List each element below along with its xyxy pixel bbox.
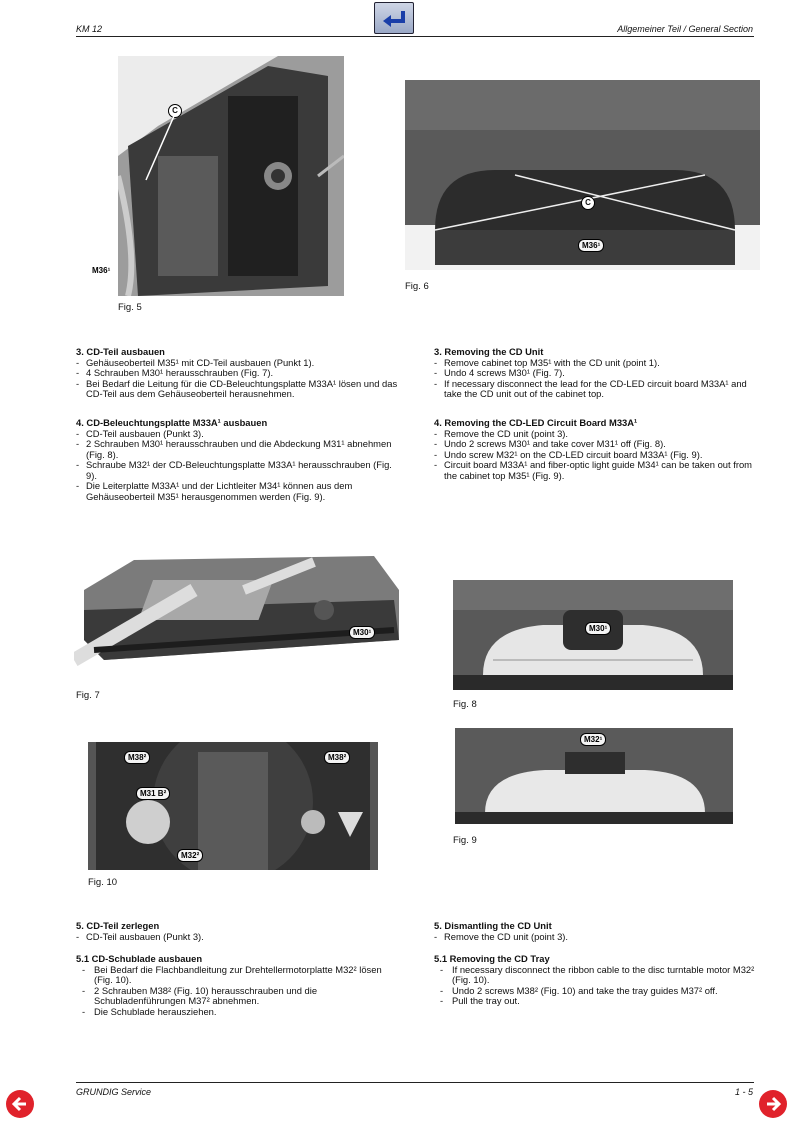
section-de5-title: 5. CD-Teil zerlegen: [76, 920, 160, 931]
section-en4-title: 4. Removing the CD-LED Circuit Board M33A¹: [434, 417, 638, 428]
section-en3: [434, 347, 756, 400]
footer-right: 1 - 5: [734, 1087, 753, 1097]
section-de3-title: 3. CD-Teil ausbauen: [76, 346, 165, 357]
fig7-photo: [74, 550, 404, 676]
fig6-caption: Fig. 6: [405, 281, 429, 292]
section-en4: [434, 418, 756, 481]
footer-left: GRUNDIG Service: [76, 1087, 152, 1097]
list-item: - Die Schublade herausziehen.: [76, 1007, 396, 1018]
prev-page-icon: [10, 1094, 30, 1114]
list-item: - Remove the CD unit (point 3).: [434, 932, 756, 943]
section-de5: [76, 921, 398, 942]
fig10-label-m32: M32²: [177, 849, 203, 862]
list-item: - Schraube M32¹ der CD-Beleuchtungsplatte M33A¹ herausschrauben (Fig. 9).: [76, 460, 398, 481]
list-item: - Bei Bedarf die Flachbandleitung zur Drehtellermotorplatte M32² lösen (Fig. 10).: [76, 965, 396, 986]
list-item: - Remove the CD unit (point 3).: [434, 429, 756, 440]
prev-page-button[interactable]: [6, 1090, 34, 1118]
fig8-caption: Fig. 8: [453, 699, 477, 710]
list-item: - If necessary disconnect the lead for the CD-LED circuit board M33A¹ and take the CD unit out of the cabinet top.: [434, 379, 756, 400]
fig8-photo: [453, 580, 733, 690]
list-item: - Undo 4 screws M30¹ (Fig. 7).: [434, 368, 756, 379]
list-item: - Circuit board M33A¹ and fiber-optic light guide M34¹ can be taken out from the cabinet top M35¹ (Fig. 9).: [434, 460, 756, 481]
list-item: - CD-Teil ausbauen (Punkt 3).: [76, 932, 398, 943]
list-item: - Remove cabinet top M35¹ with the CD unit (point 1).: [434, 358, 756, 369]
next-page-icon: [763, 1094, 783, 1114]
list-item: - Undo 2 screws M30¹ and take cover M31¹ off (Fig. 8).: [434, 439, 756, 450]
fig5-label-m36: M36¹: [92, 266, 111, 275]
fig6-label-c: C: [581, 196, 595, 210]
list-item: - Bei Bedarf die Leitung für die CD-Beleuchtungsplatte M33A¹ lösen und das CD-Teil aus dem Gehäuseoberteil herausnehmen.: [76, 379, 398, 400]
fig10-label-m38-left: M38²: [124, 751, 150, 764]
fig7-caption: Fig. 7: [76, 690, 100, 701]
list-item: - Undo screw M32¹ on the CD-LED circuit board M33A¹ (Fig. 9).: [434, 450, 756, 461]
fig7-label-m30: M30¹: [349, 626, 375, 639]
list-item: - If necessary disconnect the ribbon cable to the disc turntable motor M32² (Fig. 10).: [434, 965, 756, 986]
section-en5: [434, 921, 756, 942]
fig9-caption: Fig. 9: [453, 835, 477, 846]
list-item: - Undo 2 screws M38² (Fig. 10) and take the tray guides M37² off.: [434, 986, 756, 997]
back-button[interactable]: [374, 2, 414, 34]
list-item: - 2 Schrauben M30¹ herausschrauben und die Abdeckung M31¹ abnehmen (Fig. 8).: [76, 439, 398, 460]
back-icon: [381, 7, 409, 31]
list-item: - CD-Teil ausbauen (Punkt 3).: [76, 429, 398, 440]
section-en3-title: 3. Removing the CD Unit: [434, 346, 544, 357]
section-de4-title: 4. CD-Beleuchtungsplatte M33A¹ ausbauen: [76, 417, 268, 428]
header-right: Allgemeiner Teil / General Section: [617, 24, 753, 34]
header-left: KM 12: [76, 24, 103, 34]
section-de4: [76, 418, 398, 502]
fig7-illustration: [74, 550, 404, 676]
fig10-caption: Fig. 10: [88, 877, 118, 888]
fig9-label-m32: M32¹: [580, 733, 606, 746]
section-en5-title: 5. Dismantling the CD Unit: [434, 920, 552, 931]
list-item: - Gehäuseoberteil M35¹ mit CD-Teil ausbauen (Punkt 1).: [76, 358, 398, 369]
footer-rule: [76, 1082, 754, 1083]
fig5-caption: Fig. 5: [118, 302, 142, 313]
list-item: - Die Leiterplatte M33A¹ und der Lichtleiter M34¹ können aus dem Gehäuseoberteil M35¹ herausgenommen werden (Fig. 9).: [76, 481, 398, 502]
fig6-label-m36: M36¹: [578, 239, 604, 252]
section-en51-title: 5.1 Removing the CD Tray: [434, 953, 550, 964]
fig5-leader: [140, 114, 180, 184]
fig5-label-c: C: [168, 104, 182, 118]
list-item: - Pull the tray out.: [434, 996, 756, 1007]
list-item: - 4 Schrauben M30¹ herausschrauben (Fig. 7).: [76, 368, 398, 379]
fig8-label-m30: M30¹: [585, 622, 611, 635]
list-item: - 2 Schrauben M38² (Fig. 10) herausschrauben und die Schubladenführungen M37² abnehmen.: [76, 986, 396, 1007]
section-de51: [76, 954, 396, 1017]
section-de51-title: 5.1 CD-Schublade ausbauen: [76, 953, 203, 964]
fig10-label-m31b: M31 B²: [136, 787, 170, 800]
next-page-button[interactable]: [759, 1090, 787, 1118]
fig10-label-m38-right: M38²: [324, 751, 350, 764]
header-rule: [76, 36, 754, 37]
fig8-illustration: [453, 580, 733, 690]
section-en51: [434, 954, 756, 1007]
section-de3: [76, 347, 398, 400]
